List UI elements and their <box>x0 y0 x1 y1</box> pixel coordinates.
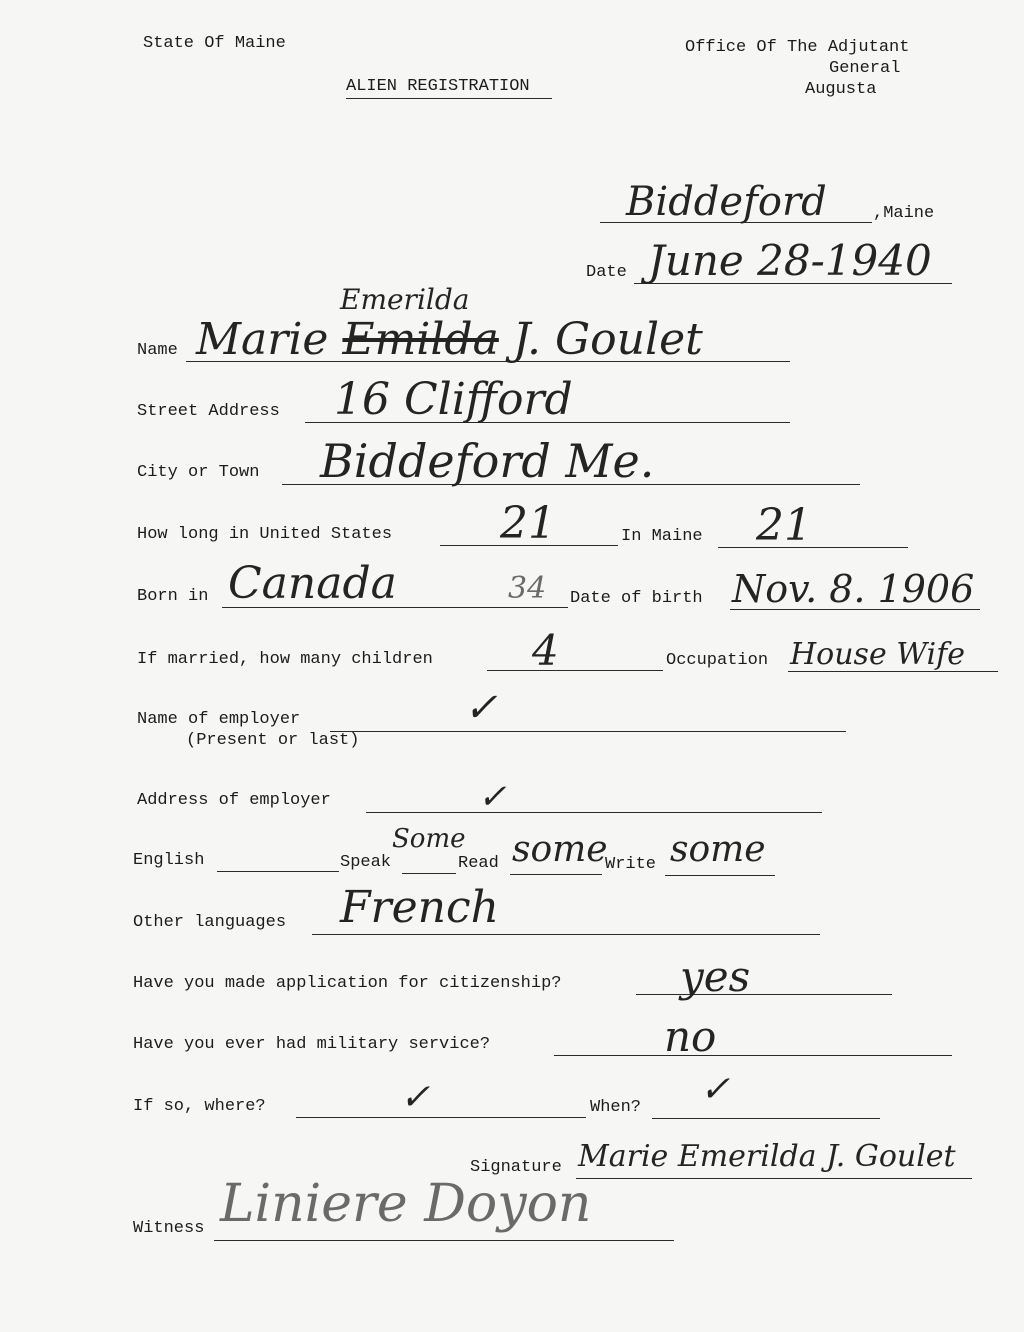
occupation-label: Occupation <box>666 651 769 670</box>
date-entry: June 28-1940 <box>648 236 932 285</box>
other-languages-label: Other languages <box>133 913 287 932</box>
children-line <box>487 670 663 671</box>
english-label: English <box>133 851 205 870</box>
children-label: If married, how many children <box>137 650 433 669</box>
signature-line <box>576 1178 972 1179</box>
witness-label: Witness <box>133 1219 205 1238</box>
signature-entry: Marie Emerilda J. Goulet <box>578 1139 956 1174</box>
name-rest: J. Goulet <box>512 314 703 365</box>
date-label: Date <box>586 263 627 282</box>
children-entry: 4 <box>532 626 559 675</box>
read-line <box>510 874 602 875</box>
other-languages-line <box>312 934 820 935</box>
born-entry: Canada <box>228 558 397 609</box>
signature-label: Signature <box>470 1158 562 1177</box>
name-entry <box>196 314 703 365</box>
employer-address-label: Address of employer <box>137 791 331 810</box>
age-pencil-entry: 34 <box>508 571 547 606</box>
military-line <box>554 1055 952 1056</box>
citizenship-entry: yes <box>680 952 751 1001</box>
street-entry: 16 Clifford <box>334 374 573 425</box>
employer-address-line <box>366 812 822 813</box>
write-entry: some <box>670 829 766 870</box>
dob-label: Date of birth <box>570 589 703 608</box>
employer-entry: ✓ <box>464 685 498 731</box>
employer-line <box>330 731 846 732</box>
employer-address-entry: ✓ <box>478 777 507 817</box>
years-maine-entry: 21 <box>756 500 812 551</box>
employer-label: Name of employer <box>137 710 301 729</box>
occupation-entry: House Wife <box>790 637 965 672</box>
state-header: State Of Maine <box>143 34 286 53</box>
military-entry: no <box>664 1012 717 1061</box>
town-entry: Biddeford <box>626 179 827 225</box>
read-label: Read <box>458 854 499 873</box>
years-us-entry: 21 <box>500 498 556 549</box>
witness-entry: Liniere Doyon <box>220 1174 592 1234</box>
citizenship-label: Have you made application for citizenship? <box>133 974 562 993</box>
office-line-2: General <box>829 59 901 78</box>
employer-sublabel: (Present or last) <box>186 731 360 750</box>
city-entry: Biddeford Me. <box>320 434 655 488</box>
city-label: City or Town <box>137 463 260 482</box>
speak-line <box>402 873 456 874</box>
where-line <box>296 1117 586 1118</box>
write-line <box>665 875 775 876</box>
name-first: Marie <box>196 314 329 365</box>
where-label: If so, where? <box>133 1097 266 1116</box>
in-maine-label: In Maine <box>621 527 703 546</box>
dob-entry: Nov. 8. 1906 <box>732 567 975 611</box>
maine-suffix: ,Maine <box>873 204 935 223</box>
where-entry: ✓ <box>400 1077 431 1118</box>
name-label: Name <box>137 341 178 360</box>
name-correction: Emerilda <box>340 283 470 316</box>
english-line <box>217 871 339 872</box>
speak-entry: Some <box>392 824 466 854</box>
citizenship-line <box>636 994 892 995</box>
name-struck: Emilda <box>342 314 499 365</box>
when-line <box>652 1118 880 1119</box>
other-languages-entry: French <box>340 882 499 933</box>
speak-label: Speak <box>340 853 392 872</box>
witness-line <box>214 1240 674 1241</box>
office-line-1: Office Of The Adjutant <box>685 38 910 57</box>
in-maine-line <box>718 547 908 548</box>
how-long-us-label: How long in United States <box>137 525 393 544</box>
write-label: Write <box>605 855 657 874</box>
read-entry: some <box>512 829 608 870</box>
street-label: Street Address <box>137 402 280 421</box>
when-label: When? <box>590 1098 642 1117</box>
military-label: Have you ever had military service? <box>133 1035 491 1054</box>
form-title: ALIEN REGISTRATION <box>346 77 552 99</box>
office-line-3: Augusta <box>805 80 877 99</box>
when-entry: ✓ <box>700 1069 731 1110</box>
born-in-label: Born in <box>137 587 209 606</box>
